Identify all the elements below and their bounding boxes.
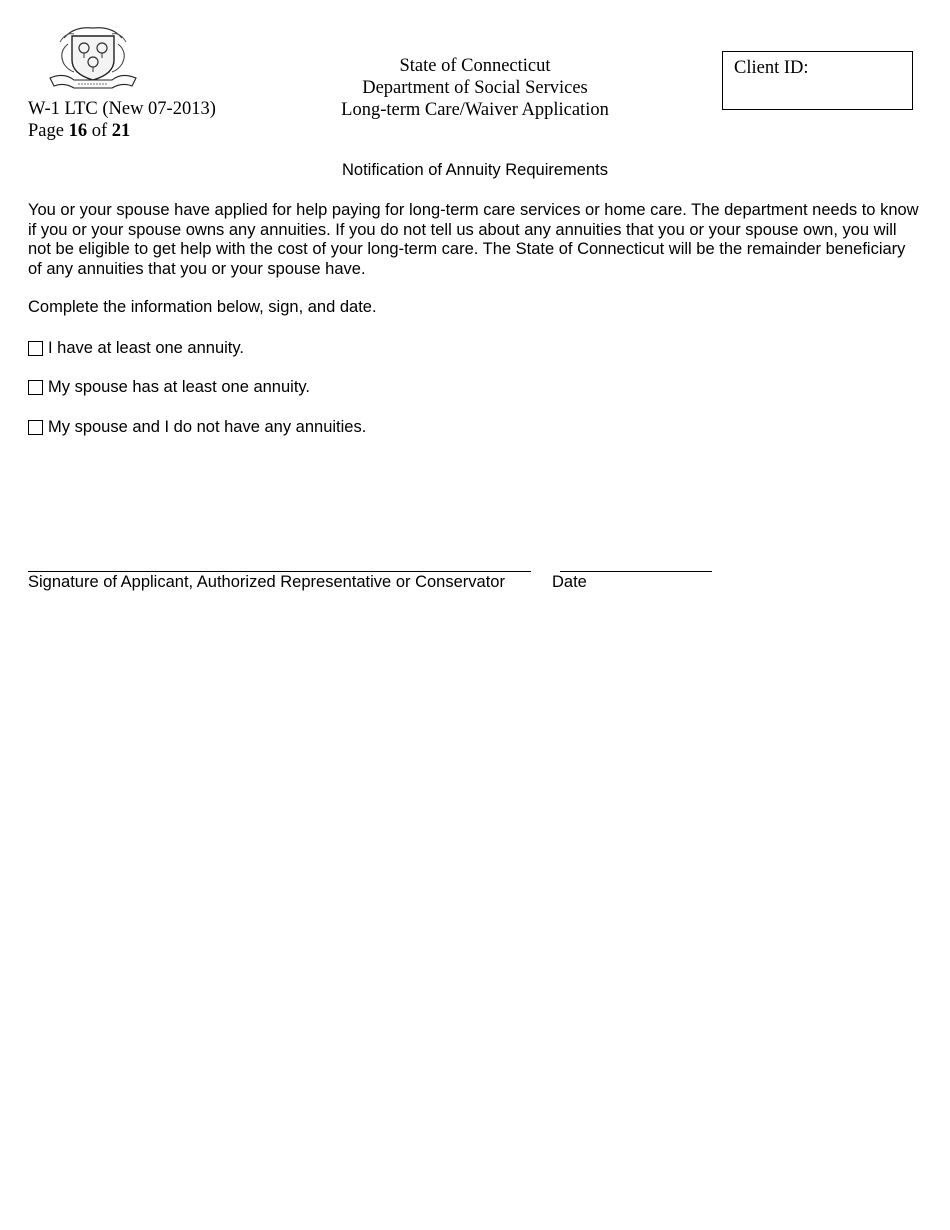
page-total: 21 [111,121,131,141]
state-seal-logo [44,24,142,92]
agency-header [300,55,650,121]
date-line[interactable] [560,571,712,572]
option-label: My spouse and I do not have any annuities. [48,418,367,436]
option-spouse-has-annuity[interactable] [28,378,310,397]
notice-paragraph: You or your spouse have applied for help paying for long-term care services or home care. The department needs to know if you or your spouse owns any annuities. If you do not tell us about any annuities that you or your spouse own, you will not be eligible to get help with the cost of your long-term care. The State of Connecticut will be the remainder beneficiary of any annuities that you or your spouse have. [28,201,919,279]
signature-label: Signature of Applicant, Authorized Representative or Conservator [28,573,505,591]
signature-line[interactable] [28,571,531,572]
checkbox[interactable] [28,341,43,356]
agency-line-department: Department of Social Services [362,78,588,98]
page-current: 16 [68,121,88,141]
page-title: Notification of Annuity Requirements [342,161,608,179]
option-label: I have at least one annuity. [48,339,244,357]
date-label: Date [552,573,587,591]
client-id-field[interactable] [722,51,913,110]
page-indicator [28,120,216,142]
agency-line-application: Long-term Care/Waiver Application [341,100,609,120]
instruction-text: Complete the information below, sign, and date. [28,298,377,316]
option-label: My spouse has at least one annuity. [48,378,311,396]
checkbox[interactable] [28,380,43,395]
checkbox[interactable] [28,420,43,435]
form-info [28,98,216,142]
page-of: of [91,121,108,141]
option-no-annuities[interactable] [28,418,366,437]
form-number: W-1 LTC (New 07-2013) [28,99,216,119]
agency-line-state: State of Connecticut [399,56,551,76]
option-applicant-has-annuity[interactable] [28,339,244,358]
page-prefix: Page [28,121,64,141]
client-id-label: Client ID: [734,58,809,78]
